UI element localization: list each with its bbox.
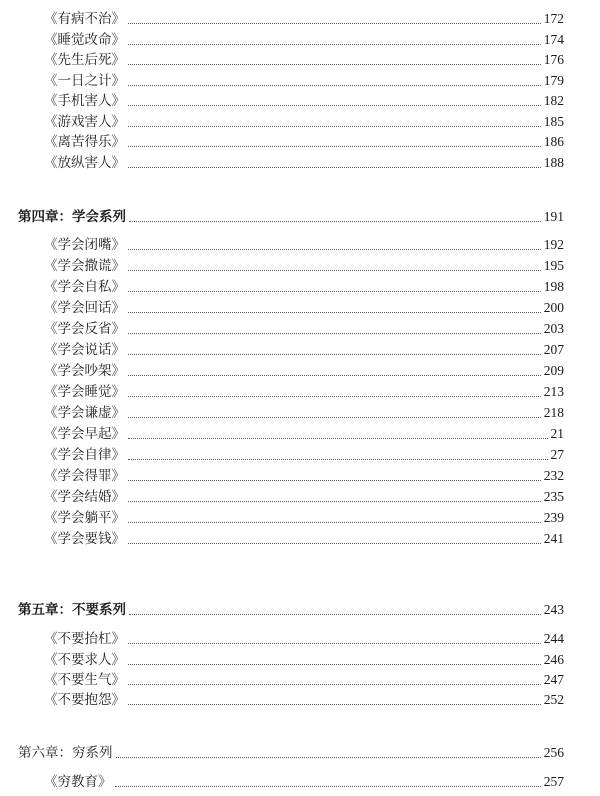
toc-page-number: 235 <box>543 489 564 504</box>
toc-page-number: 241 <box>543 531 564 546</box>
toc-page-number: 179 <box>543 73 564 88</box>
toc-entry[interactable] <box>44 361 564 381</box>
dot-leader <box>129 220 541 222</box>
toc-page-number: 176 <box>543 52 564 67</box>
dot-leader <box>128 332 541 334</box>
toc-entry[interactable] <box>44 670 564 690</box>
dot-leader <box>128 395 541 397</box>
toc-page-number: 209 <box>543 363 564 378</box>
toc-page-number: 239 <box>543 510 564 525</box>
toc-entry[interactable] <box>44 9 564 29</box>
toc-entry[interactable] <box>44 424 564 444</box>
toc-entry[interactable] <box>44 30 564 50</box>
dot-leader <box>128 125 541 127</box>
toc-page-number: 257 <box>543 774 564 789</box>
toc-page-number: 247 <box>543 672 564 687</box>
toc-page-number: 243 <box>543 602 564 617</box>
toc-chapter-heading[interactable] <box>18 600 564 620</box>
toc-title: 《离苦得乐》 <box>44 134 125 150</box>
toc-page-number: 232 <box>543 468 564 483</box>
dot-leader <box>115 785 541 787</box>
toc-page-number: 188 <box>543 155 564 170</box>
chapter-title: 第五章：不要系列 <box>18 602 126 618</box>
dot-leader <box>129 613 541 615</box>
toc-title: 《学会躺平》 <box>44 510 125 526</box>
dot-leader <box>116 756 541 758</box>
toc-title: 《穷教育》 <box>44 774 112 790</box>
dot-leader <box>128 84 541 86</box>
toc-page-number: 27 <box>550 447 564 462</box>
toc-title: 《不要生气》 <box>44 672 125 688</box>
toc-title: 《学会反省》 <box>44 321 125 337</box>
toc-page-number: 198 <box>543 279 564 294</box>
dot-leader <box>128 703 541 705</box>
toc-page-number: 21 <box>550 426 564 441</box>
toc-page-number: 218 <box>543 405 564 420</box>
toc-page-number: 174 <box>543 32 564 47</box>
toc-entry[interactable] <box>44 772 564 792</box>
toc-entry[interactable] <box>44 629 564 649</box>
toc-title: 《学会谦虚》 <box>44 405 125 421</box>
toc-entry[interactable] <box>44 235 564 255</box>
dot-leader <box>128 104 541 106</box>
dot-leader <box>128 353 541 355</box>
dot-leader <box>128 683 541 685</box>
dot-leader <box>128 145 541 147</box>
dot-leader <box>128 437 548 439</box>
dot-leader <box>128 663 541 665</box>
toc-chapter-heading[interactable] <box>18 207 564 227</box>
toc-page-number: 207 <box>543 342 564 357</box>
toc-title: 《学会自私》 <box>44 279 125 295</box>
toc-entry[interactable] <box>44 690 564 710</box>
toc-title: 《先生后死》 <box>44 52 125 68</box>
toc-entry[interactable] <box>44 153 564 173</box>
toc-entry[interactable] <box>44 382 564 402</box>
dot-leader <box>128 416 541 418</box>
toc-title: 《学会结婚》 <box>44 489 125 505</box>
toc-entry[interactable] <box>44 277 564 297</box>
toc-entry[interactable] <box>44 256 564 276</box>
toc-title: 《不要求人》 <box>44 652 125 668</box>
toc-title: 《学会要钱》 <box>44 531 125 547</box>
toc-entry[interactable] <box>44 508 564 528</box>
dot-leader <box>128 166 541 168</box>
toc-page-number: 172 <box>543 11 564 26</box>
toc-page-number: 185 <box>543 114 564 129</box>
toc-title: 《学会撒谎》 <box>44 258 125 274</box>
toc-entry[interactable] <box>44 319 564 339</box>
dot-leader <box>128 248 541 250</box>
toc-title: 《有病不治》 <box>44 11 125 27</box>
toc-title: 《学会自律》 <box>44 447 125 463</box>
toc-title: 《游戏害人》 <box>44 114 125 130</box>
toc-entry[interactable] <box>44 529 564 549</box>
toc-chapter-heading[interactable] <box>18 743 564 763</box>
toc-entry[interactable] <box>44 298 564 318</box>
dot-leader <box>128 269 541 271</box>
toc-title: 《学会闭嘴》 <box>44 237 125 253</box>
toc-entry[interactable] <box>44 132 564 152</box>
toc-page-number: 256 <box>543 745 564 760</box>
toc-page-number: 252 <box>543 692 564 707</box>
toc-title: 《手机害人》 <box>44 93 125 109</box>
toc-entry[interactable] <box>44 445 564 465</box>
toc-entry[interactable] <box>44 466 564 486</box>
dot-leader <box>128 642 541 644</box>
toc-entry[interactable] <box>44 650 564 670</box>
toc-title: 《学会回话》 <box>44 300 125 316</box>
dot-leader <box>128 22 541 24</box>
dot-leader <box>128 311 541 313</box>
toc-page-number: 213 <box>543 384 564 399</box>
toc-page-number: 200 <box>543 300 564 315</box>
toc-page-number: 182 <box>543 93 564 108</box>
toc-title: 《放纵害人》 <box>44 155 125 171</box>
toc-title: 《不要抱怨》 <box>44 692 125 708</box>
toc-page-number: 244 <box>543 631 564 646</box>
toc-page-number: 203 <box>543 321 564 336</box>
toc-title: 《学会早起》 <box>44 426 125 442</box>
dot-leader <box>128 500 541 502</box>
toc-page-number: 246 <box>543 652 564 667</box>
dot-leader <box>128 521 541 523</box>
toc-entry[interactable] <box>44 340 564 360</box>
toc-title: 《一日之计》 <box>44 73 125 89</box>
dot-leader <box>128 63 541 65</box>
chapter-title: 第六章：穷系列 <box>18 745 113 761</box>
toc-page-number: 191 <box>543 209 564 224</box>
dot-leader <box>128 542 541 544</box>
dot-leader <box>128 374 541 376</box>
dot-leader <box>128 290 541 292</box>
dot-leader <box>128 458 548 460</box>
toc-title: 《不要抬杠》 <box>44 631 125 647</box>
toc-page-number: 192 <box>543 237 564 252</box>
toc-entry[interactable] <box>44 91 564 111</box>
dot-leader <box>128 43 541 45</box>
toc-entry[interactable] <box>44 71 564 91</box>
toc-title: 《睡觉改命》 <box>44 32 125 48</box>
dot-leader <box>128 479 541 481</box>
toc-page-number: 186 <box>543 134 564 149</box>
toc-title: 《学会吵架》 <box>44 363 125 379</box>
toc-entry[interactable] <box>44 112 564 132</box>
toc-page-number: 195 <box>543 258 564 273</box>
toc-entry[interactable] <box>44 403 564 423</box>
toc-entry[interactable] <box>44 50 564 70</box>
toc-title: 《学会说话》 <box>44 342 125 358</box>
toc-entry[interactable] <box>44 487 564 507</box>
toc-title: 《学会睡觉》 <box>44 384 125 400</box>
chapter-title: 第四章：学会系列 <box>18 209 126 225</box>
toc-title: 《学会得罪》 <box>44 468 125 484</box>
